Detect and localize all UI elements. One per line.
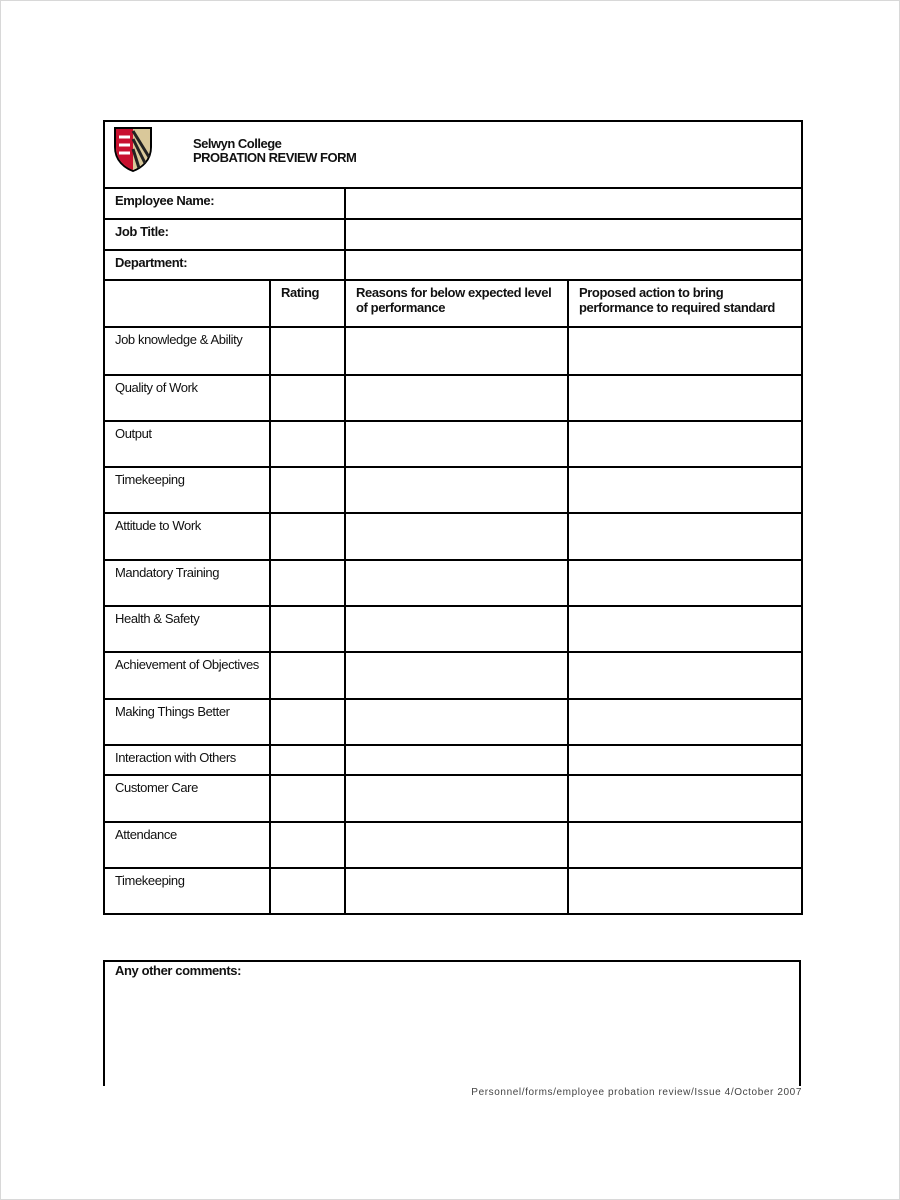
criteria-row — [104, 775, 802, 822]
rating-cell[interactable] — [270, 699, 345, 745]
criteria-label: Interaction with Others — [104, 745, 270, 775]
department-field[interactable] — [345, 250, 802, 280]
employee-name-field[interactable] — [345, 188, 802, 219]
criteria-label: Output — [104, 421, 270, 467]
action-column-header: Proposed action to bring performance to required standard — [568, 280, 802, 327]
reasons-cell[interactable] — [345, 822, 568, 868]
comments-box[interactable] — [103, 960, 801, 1086]
criteria-row — [104, 868, 802, 914]
criteria-row — [104, 327, 802, 375]
rating-column-header: Rating — [270, 280, 345, 327]
rating-cell[interactable] — [270, 467, 345, 513]
criteria-header-cell — [104, 280, 270, 327]
criteria-row — [104, 745, 802, 775]
college-name: Selwyn College — [193, 136, 282, 151]
criteria-label: Mandatory Training — [104, 560, 270, 606]
action-cell[interactable] — [568, 327, 802, 375]
reasons-cell[interactable] — [345, 606, 568, 652]
rating-cell[interactable] — [270, 327, 345, 375]
rating-cell[interactable] — [270, 606, 345, 652]
job-title-field[interactable] — [345, 219, 802, 250]
job-title-label: Job Title: — [104, 219, 345, 250]
criteria-row — [104, 606, 802, 652]
department-label: Department: — [104, 250, 345, 280]
criteria-label: Achievement of Objectives — [104, 652, 270, 699]
criteria-row — [104, 699, 802, 745]
criteria-label: Attitude to Work — [104, 513, 270, 560]
footer-reference: Personnel/forms/employee probation review/Issue 4/October 2007 — [471, 1087, 802, 1098]
reasons-cell[interactable] — [345, 652, 568, 699]
criteria-label: Health & Safety — [104, 606, 270, 652]
criteria-row — [104, 560, 802, 606]
criteria-row — [104, 375, 802, 421]
college-heading — [193, 137, 356, 165]
criteria-label: Customer Care — [104, 775, 270, 822]
action-cell[interactable] — [568, 699, 802, 745]
action-cell[interactable] — [568, 775, 802, 822]
form-title: PROBATION REVIEW FORM — [193, 150, 357, 165]
criteria-label: Timekeeping — [104, 467, 270, 513]
reasons-cell[interactable] — [345, 745, 568, 775]
action-cell[interactable] — [568, 513, 802, 560]
reasons-cell[interactable] — [345, 868, 568, 914]
criteria-row — [104, 652, 802, 699]
reasons-cell[interactable] — [345, 699, 568, 745]
rating-cell[interactable] — [270, 421, 345, 467]
rating-cell[interactable] — [270, 822, 345, 868]
rating-cell[interactable] — [270, 560, 345, 606]
action-cell[interactable] — [568, 652, 802, 699]
criteria-row — [104, 421, 802, 467]
criteria-label: Timekeeping — [104, 868, 270, 914]
action-cell[interactable] — [568, 375, 802, 421]
reasons-cell[interactable] — [345, 775, 568, 822]
action-cell[interactable] — [568, 822, 802, 868]
criteria-label: Quality of Work — [104, 375, 270, 421]
reasons-cell[interactable] — [345, 513, 568, 560]
action-cell[interactable] — [568, 745, 802, 775]
action-cell[interactable] — [568, 467, 802, 513]
criteria-label: Job knowledge & Ability — [104, 327, 270, 375]
reasons-cell[interactable] — [345, 560, 568, 606]
rating-cell[interactable] — [270, 513, 345, 560]
employee-name-label: Employee Name: — [104, 188, 345, 219]
rating-cell[interactable] — [270, 745, 345, 775]
reasons-cell[interactable] — [345, 327, 568, 375]
rating-cell[interactable] — [270, 375, 345, 421]
criteria-label: Attendance — [104, 822, 270, 868]
action-cell[interactable] — [568, 560, 802, 606]
criteria-row — [104, 822, 802, 868]
action-cell[interactable] — [568, 421, 802, 467]
criteria-row — [104, 467, 802, 513]
criteria-label: Making Things Better — [104, 699, 270, 745]
rating-cell[interactable] — [270, 652, 345, 699]
reasons-cell[interactable] — [345, 467, 568, 513]
action-cell[interactable] — [568, 868, 802, 914]
criteria-row — [104, 513, 802, 560]
form-header — [104, 121, 802, 188]
reasons-column-header: Reasons for below expected level of performance — [345, 280, 568, 327]
college-crest-icon — [112, 125, 154, 173]
probation-review-table — [103, 120, 803, 915]
comments-label: Any other comments: — [115, 963, 242, 978]
reasons-cell[interactable] — [345, 421, 568, 467]
reasons-cell[interactable] — [345, 375, 568, 421]
action-cell[interactable] — [568, 606, 802, 652]
rating-cell[interactable] — [270, 775, 345, 822]
rating-cell[interactable] — [270, 868, 345, 914]
